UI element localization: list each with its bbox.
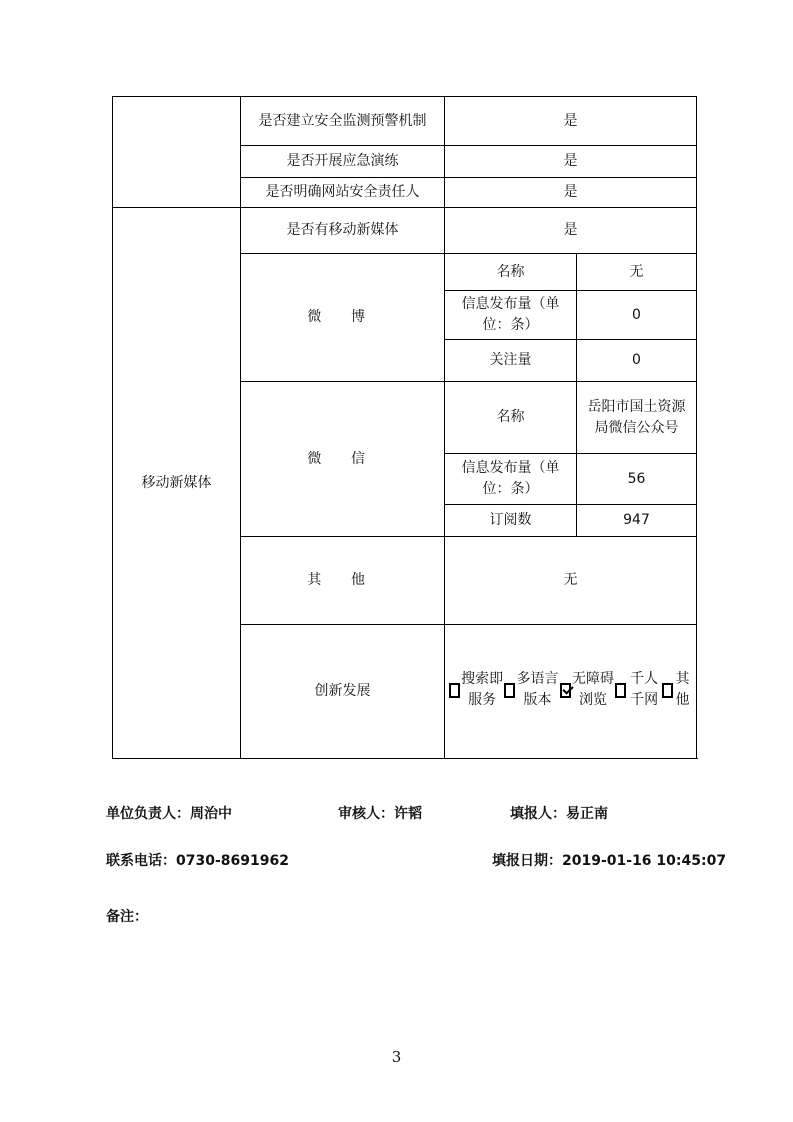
phone-label: 联系电话： — [106, 853, 176, 869]
contact-phone — [106, 850, 289, 870]
wechat-name-value: 岳阳市国土资源局微信公众号 — [577, 382, 697, 454]
weibo-posts-value: 0 — [577, 291, 697, 340]
filler-value: 易正南 — [566, 806, 608, 822]
unit-head-value: 周治中 — [190, 806, 232, 822]
checked-checkbox-icon[interactable] — [560, 683, 571, 698]
wechat-subscribers-label: 订阅数 — [445, 505, 577, 537]
other-media-value: 无 — [445, 537, 697, 625]
remark-label: 备注： — [106, 909, 148, 925]
phone-value: 0730-8691962 — [176, 853, 289, 869]
innovation-label: 创新发展 — [241, 625, 445, 759]
wechat-name-label: 名称 — [445, 382, 577, 454]
unit-head — [106, 803, 232, 823]
unit-head-label: 单位负责人： — [106, 806, 190, 822]
weibo-name-value: 无 — [577, 254, 697, 291]
wechat-subscribers-value: 947 — [577, 505, 697, 537]
date-value: 2019-01-16 10:45:07 — [562, 853, 727, 869]
unchecked-checkbox-icon[interactable] — [662, 683, 673, 698]
innovation-options-cell — [445, 625, 697, 759]
security-owner-value: 是 — [445, 178, 697, 208]
monitoring-warning-value: 是 — [445, 97, 697, 146]
unchecked-checkbox-icon[interactable] — [615, 683, 626, 698]
date-label: 填报日期： — [492, 853, 562, 869]
monitoring-warning-label: 是否建立安全监测预警机制 — [241, 97, 445, 146]
wechat-posts-label: 信息发布量（单位：条） — [445, 454, 577, 505]
innovation-option-label: 无障碍浏览 — [571, 671, 614, 708]
blank-section-cell — [113, 97, 241, 208]
wechat-posts-value: 56 — [577, 454, 697, 505]
weibo-posts-label: 信息发布量（单位：条） — [445, 291, 577, 340]
filler — [510, 803, 608, 823]
emergency-drill-label: 是否开展应急演练 — [241, 146, 445, 178]
fill-date — [492, 850, 726, 870]
weibo-followers-label: 关注量 — [445, 340, 577, 382]
reviewer-value: 许韬 — [394, 806, 422, 822]
other-media-label: 其 他 — [241, 537, 445, 625]
innovation-option-label: 其他 — [675, 671, 690, 708]
security-owner-label: 是否明确网站安全责任人 — [241, 178, 445, 208]
innovation-option-label: 搜索即服务 — [461, 671, 504, 708]
innovation-option-label: 千人千网 — [630, 671, 659, 708]
reviewer — [338, 803, 422, 823]
unchecked-checkbox-icon[interactable] — [504, 683, 515, 698]
innovation-options — [449, 669, 692, 711]
wechat-label: 微 信 — [241, 382, 445, 537]
has-new-media-label: 是否有移动新媒体 — [241, 208, 445, 254]
weibo-label: 微 博 — [241, 254, 445, 382]
reviewer-label: 审核人： — [338, 806, 394, 822]
report-table — [112, 96, 697, 759]
weibo-followers-value: 0 — [577, 340, 697, 382]
has-new-media-value: 是 — [445, 208, 697, 254]
media-section-label: 移动新媒体 — [113, 208, 241, 759]
unchecked-checkbox-icon[interactable] — [449, 683, 460, 698]
weibo-name-label: 名称 — [445, 254, 577, 291]
page-number: 3 — [391, 1048, 402, 1066]
innovation-option-label: 多语言版本 — [516, 671, 559, 708]
filler-label: 填报人： — [510, 806, 566, 822]
emergency-drill-value: 是 — [445, 146, 697, 178]
